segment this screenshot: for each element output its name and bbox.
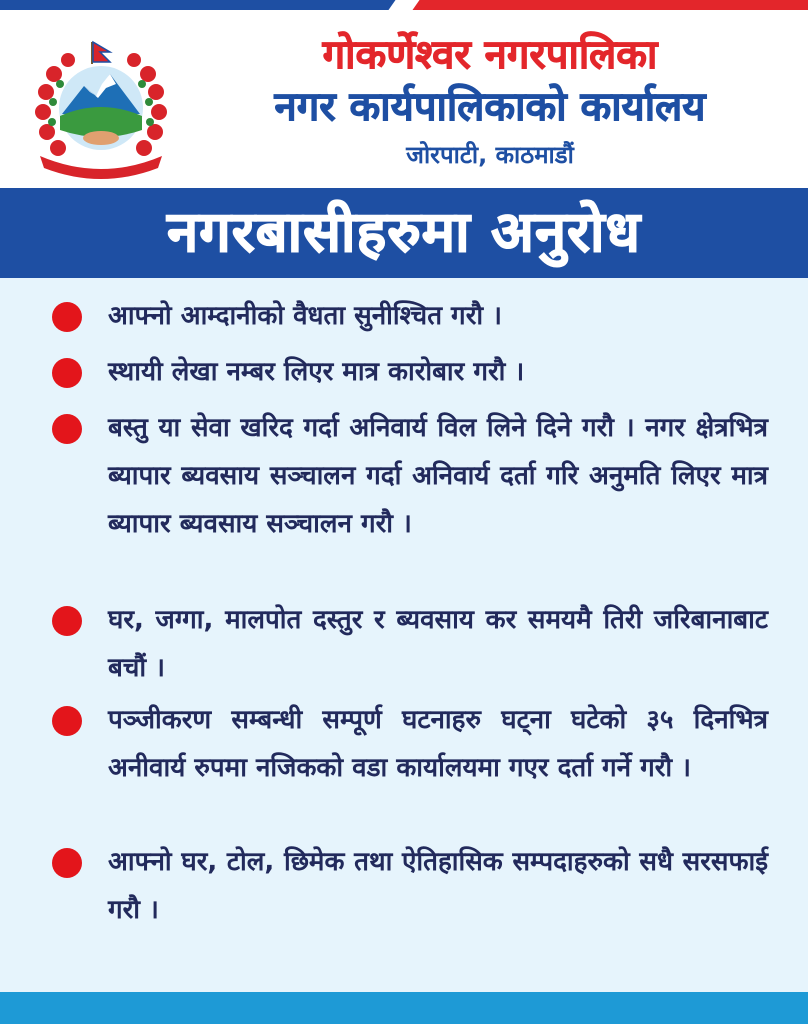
bullet-icon bbox=[52, 302, 82, 332]
bullet-icon bbox=[52, 848, 82, 878]
top-stripe-red bbox=[410, 0, 808, 10]
office-address: जोरपाटी, काठमाडौं bbox=[406, 141, 574, 169]
notice-content bbox=[0, 278, 808, 992]
bullet-icon bbox=[52, 706, 82, 736]
top-stripe-blue bbox=[0, 0, 400, 10]
list-item-text: आफ्नो घर, टोल, छिमेक तथा ऐतिहासिक सम्पदाहरुको सधै सरसफाई गरौ । bbox=[108, 847, 768, 925]
bullet-icon bbox=[52, 414, 82, 444]
list-item-text: घर, जग्गा, मालपोत दस्तुर र ब्यवसाय कर समयमै तिरी जरिबानाबाट बचौं । bbox=[108, 605, 768, 683]
municipality-name: गोकर्णेश्वर नगरपालिका bbox=[322, 32, 658, 78]
list-item-text: पञ्जीकरण सम्बन्धी सम्पूर्ण घटनाहरु घट्ना घटेको ३५ दिनभित्र अनीवार्य रुपमा नजिकको वडा कार्यालयमा गएर दर्ता गर्ने गरौ । bbox=[108, 705, 768, 783]
nepal-government-emblem-icon bbox=[26, 34, 176, 184]
notice-banner bbox=[0, 188, 808, 278]
bullet-icon bbox=[52, 358, 82, 388]
office-name: नगर कार्यपालिकाको कार्यालय bbox=[274, 84, 706, 130]
footer-bar bbox=[0, 992, 808, 1024]
list-item-text: स्थायी लेखा नम्बर लिएर मात्र कारोबार गरौ । bbox=[108, 357, 525, 387]
notice-title: नगरबासीहरुमा अनुरोध bbox=[167, 200, 641, 265]
list-item-text: बस्तु या सेवा खरिद गर्दा अनिवार्य विल लिने दिने गरौ । नगर क्षेत्रभित्र ब्यापार ब्यवसाय सञ्चालन गर्दा अनिवार्य दर्ता गरि अनुमति लिएर मात्र ब्यापार ब्यवसाय सञ्चालन गरौ । bbox=[108, 413, 768, 539]
bullet-icon bbox=[52, 606, 82, 636]
list-item-text: आफ्नो आम्दानीको वैधता सुनीश्चित गरौ । bbox=[108, 301, 502, 331]
header bbox=[0, 10, 808, 188]
